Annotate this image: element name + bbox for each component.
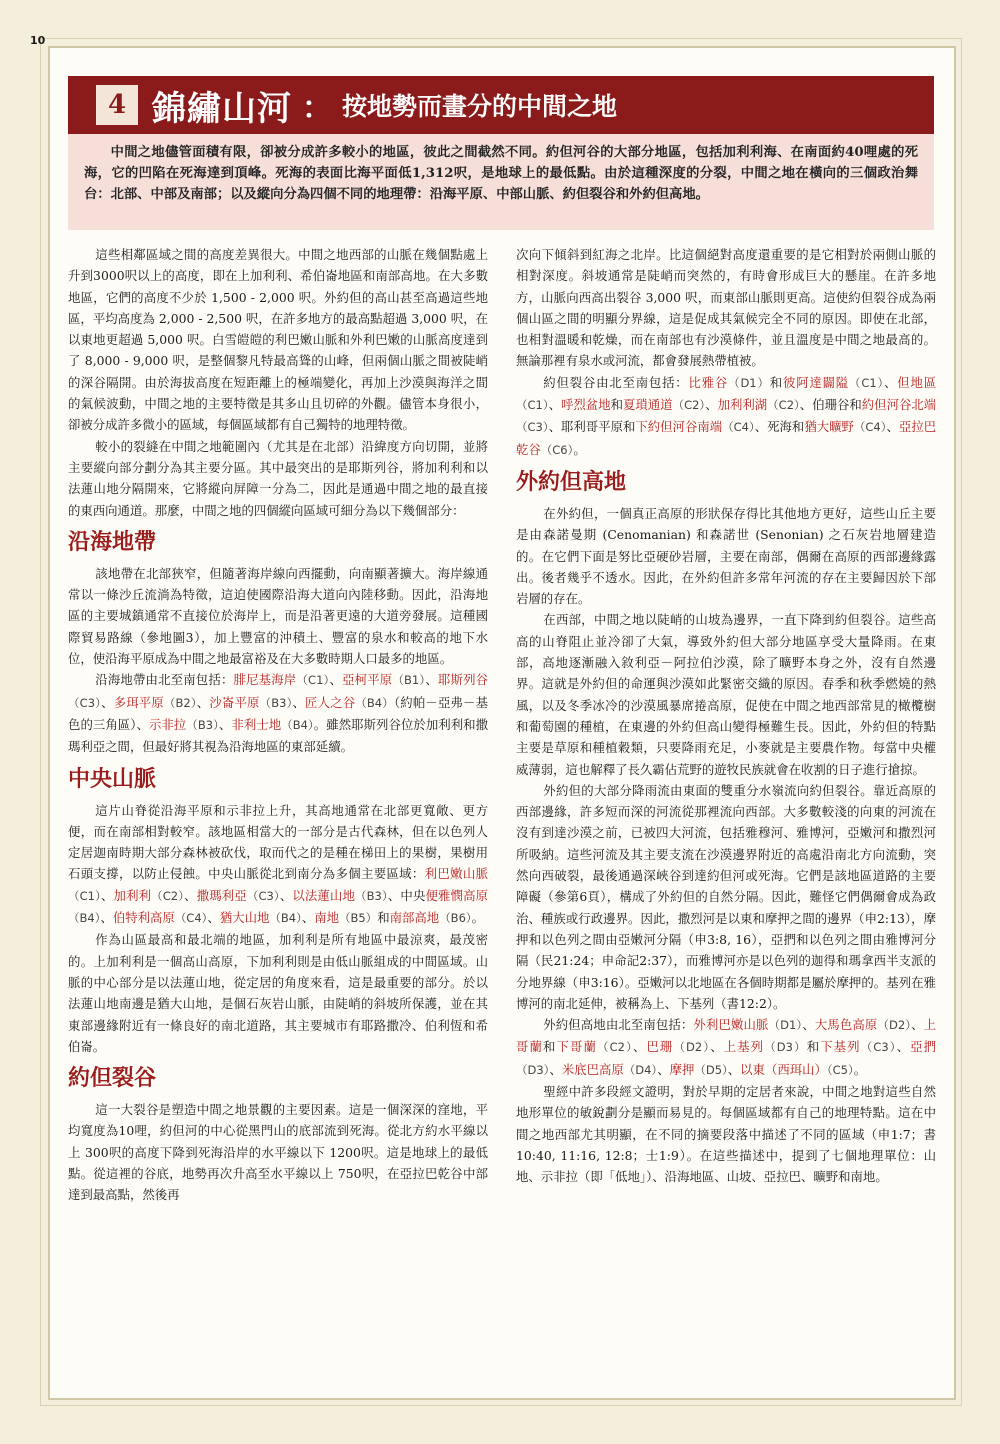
place-name: 亞拉巴乾谷 [516, 419, 937, 457]
place-name: 彼阿達闢隘 [782, 374, 850, 390]
place-name: 多珥平原 [113, 694, 164, 710]
place-name: 加利利湖 [717, 397, 768, 413]
place-name: 沙崙平原 [209, 694, 260, 710]
place-name: 亞捫 [910, 1039, 937, 1055]
place-name: 上基列 [723, 1039, 765, 1055]
place-name: 比雅谷 [688, 374, 729, 390]
section-heading-transjordan: 外約但高地 [516, 468, 627, 495]
place-name: 呼烈盆地 [561, 397, 611, 413]
place-name: 夏瑣通道 [623, 397, 673, 413]
paragraph: 次向下傾斜到紅海之北岸。比這個絕對高度還重要的是它相對於兩側山脈的相對深度。斜坡通常是陡峭而突然的，有時會形成巨大的懸崖。在許多地方，山脈向西高出裂谷 3,000 呎，而東部山脈則更高。這使約但裂谷成為兩個山區之間的明顯分界線，這是促成其氣候完全不同的原因。即使在北部，也相對溫暖和乾燥，而在南部也有沙漠條件，並且溫度是中間之地最高的。無論那裡有泉水或河流，都會發展熱帶植被。 [516, 247, 936, 369]
chapter-number: 4 [96, 85, 138, 125]
section-heading-central: 中央山脈 [68, 765, 157, 792]
paragraph: 較小的裂縫在中間之地範圍內（尤其是在北部）沿緯度方向切開，並將主要縱向部分劃分為其主要分區。其中最突出的是耶斯列谷，將加利利和以法蓮山地分隔開來，它將縱向屏障一分為二，因此是通過中間之地的最直接的東西向通道。那麼，中間之地的四個縱向區域可細分為以下幾個部分： [68, 438, 488, 518]
place-name: 以法蓮山地 [292, 887, 356, 903]
place-name: 下約但河谷南端 [635, 419, 723, 435]
place-name: 利巴嫩山脈 [424, 866, 489, 882]
left-column [68, 244, 488, 1206]
title-separator: ： [302, 91, 332, 126]
place-name: 腓尼基海岸 [233, 672, 297, 688]
place-name: 亞柯平原 [342, 672, 393, 688]
place-name: 非利士地 [231, 716, 282, 732]
section-heading-rift: 約但裂谷 [68, 1065, 157, 1092]
chapter-subtitle: 按地勢而畫分的中間之地 [342, 92, 618, 121]
intro-summary: 中間之地儘管面積有限，卻被分成許多較小的地區，彼此之間截然不同。約但河谷的大部分地區，包括加利利海、在南面約40哩處的死海，它的凹陷在死海達到頂峰。死海的表面比海平面低1,312呎，是地球上的最低點。由於這種深度的分裂，中間之地在橫向的三個政治舞台：北部、中部及南部；以及縱向分為四個不同的地理帶：沿海平原、中部山脈、約但裂谷和外約但高地。 [68, 134, 934, 230]
coast-list-paragraph: 沿海地帶由北至南包括：腓尼基海岸（C1）、亞柯平原（B1）、耶斯列谷（C3）、多珥平原（B2）、沙崙平原（B3）、匠人之谷（B4）（約帕－亞弗－基色的三角區）、示非拉（B3）、非利士地（B4）。雖然耶斯列谷位於加利利和撒瑪利亞之間，但最好將其視為沿海地區的東部延續。 [68, 672, 489, 755]
section-heading-coast: 沿海地帶 [68, 528, 157, 555]
transjordan-list-paragraph: 外約但高地由北至南包括：外利巴嫩山脈（D1）、大馬色高原（D2）、上哥蘭和下哥蘭（C2）、巴珊（D2）、上基列（D3）和下基列（C3）、亞捫（D3）、米底巴高原（D4）、摩押（D5）、以東（西珥山）（C5）。 [516, 1017, 937, 1077]
place-name: 摩押 [669, 1061, 695, 1077]
place-name: 加利利 [113, 887, 152, 903]
place-name: 下基列 [820, 1039, 861, 1055]
paragraph: 聖經中許多段經文證明，對於早期的定居者來說，中間之地對這些自然地形單位的敏銳劃分是顯而易見的。每個區域都有自己的地理特點。這在中間之地西部尤其明顯，在不同的摘要段落中描述了不同的區域（申1:7；書10:40, 11:16, 12:8；士1:9）。在這些描述中，提到了七個地理單位：山地、示非拉（即「低地」）、沿海地區、山坡、亞拉巴、曠野和南地。 [516, 1083, 936, 1185]
page-number: 10 [30, 34, 46, 47]
place-name: 以東（西珥山） [740, 1061, 827, 1077]
place-name: 伯特利高原 [112, 910, 175, 926]
paragraph: 這些相鄰區域之間的高度差異很大。中間之地西部的山脈在幾個點處上升到3000呎以上的高度，即在上加利利、希伯崙地區和南部高地。在大多數地區，它們的高度不少於 1,500 - 2,000 呎。外約但的高山甚至高過這些地區，平均高度為 2,000 - 2,500 呎，在許多地方的最高點超過 3,000 呎，在以東地更超過 5,000 呎。白雪皚皚的利巴嫩山脈和外利巴嫩的山脈高度達到了 8,000 - 9,000 呎，是整個黎凡特最高聳的山峰，但兩個山脈之間被陡峭的深谷隔開。由於海拔高度在短距離上的極端變化，再加上沙漠與海洋之間的氣候波動，中間之地的主要特徵是其多山且切碎的外觀。儘管本身很小，卻被分成許多微小的區域，每個區域都有自己獨特的地理特徵。 [68, 247, 488, 433]
paragraph: 在外約但，一個真正高原的形狀保存得比其他地方更好，這些山丘主要是由森諾曼期 (Cenomanian) 和森諾世 (Senonian) 之石灰岩地層建造的。在它們下面是努比亞硬砂岩層，主要在南部，偶爾在高原的西部邊緣露出。後者幾乎不透水。因此，在外約但許多常年河流的存在主要歸因於下部岩層的存在。 [516, 505, 936, 607]
place-name: 南部高地 [389, 910, 440, 926]
place-name: 便雅憫高原 [425, 887, 488, 903]
central-list-paragraph: 這片山脊從沿海平原和示非拉上升，其高地通常在北部更寬敞、更方便，而在南部相對較窄。該地區相當大的一部分是古代森林，但在以色列人定居迦南時期大部分森林被砍伐，取而代之的是種在梯田上的果樹，果樹用石頭支撐，以防止侵蝕。中央山脈從北到南分為多個主要區域：利巴嫩山脈（C1）、加利利（C2）、撒瑪利亞（C3）、以法蓮山地（B3）、中央便雅憫高原（B4）、伯特利高原（C4）、猶大山地（B4）、南地（B5）和南部高地（B6）。 [68, 802, 489, 926]
paragraph: 這一大裂谷是塑造中間之地景觀的主要因素。這是一個深深的窪地，平均寬度為10哩，約但河的中心從黑門山的底部流到死海。從北方約水平線以上 300呎的高度下降到死海沿岸的水平線以下 1200呎。這是地球上的最低點。從這裡的谷底，地勢再次升高至水平線以上 750呎，在亞拉巴乾谷中部達到最高點，然後再 [68, 1102, 488, 1203]
chapter-title: 錦繡山河 [152, 88, 292, 129]
paragraph: 作為山區最高和最北端的地區，加利利是所有地區中最涼爽，最茂密的。上加利利是一個高山高原，下加利利則是由低山脈組成的中間區域。山脈的中心部分是以法蓮山地，從定居的角度來看，這是最重要的部分。於以法蓮山地南邊是猶大山地，是個石灰岩山脈，由陡峭的斜坡所保護，並在其東部邊緣附近有一條良好的南北道路，其主要城市有耶路撒冷、伯利恆和希伯崙。 [68, 932, 488, 1054]
place-name: 撒瑪利亞 [196, 887, 247, 903]
place-name: 外利巴嫩山脈 [693, 1017, 769, 1033]
place-name: 大馬色高原 [814, 1017, 878, 1033]
place-name: 上哥蘭 [516, 1017, 937, 1055]
paragraph: 外約但的大部分降雨流由東面的雙重分水嶺流向約但裂谷。靠近高原的西部邊緣，許多短而深的河流從那裡流向西部。大多數較淺的向東的河流在沒有到達沙漠之前，已被四大河流，包括雅穆河、雅博河，亞嫩河和撒烈河所吸納。這些河流及其主要支流在沙漠邊界附近的高處沿南北方向流動，突然向西破裂，最後通過深峽谷到達約但河或死海。它們是該地區道路的主要障礙（參第6頁），構成了外約但的自然分隔。因此，難怪它們偶爾會成為政治、種族或行政邊界。因此，撒烈河是以東和摩押之間的邊界（申2:13），摩押和以色列之間由亞嫩河分隔（申3:8, 16），亞捫和以色列之間由雅博河分隔（民21:24；申命記2:37），而雅博河亦是以色列的迦得和瑪拿西半支派的分地界線（申3:16）。亞嫩河以北地區在各個時期都是屬於摩押的。基列在雅博河的南北延伸，被稱為上、下基列（書12:2）。 [516, 782, 936, 1011]
place-name: 但地區 [897, 374, 937, 390]
place-name: 約但河谷北端 [861, 397, 937, 413]
paragraph: 該地帶在北部狹窄，但隨著海岸線向西擺動，向南顯著擴大。海岸線通常以一條沙丘流淌為特徵，這迫使國際沿海大道向內陸移動。因此，沿海地區的主要城鎮通常不直接位於海岸上，而是沿著更遠的大道旁發展。這種國際貿易路線（參地圖3），加上豐富的沖積土、豐富的泉水和較高的地下水位，使沿海平原成為中間之地最富裕及在大多數時期人口最多的地區。 [68, 565, 488, 667]
rift-list-paragraph: 約但裂谷由北至南包括：比雅谷（D1）和彼阿達闢隘（C1）、但地區（C1）、呼烈盆地和夏瑣通道（C2）、加利利湖（C2）、伯珊谷和約但河谷北端（C3）、耶利哥平原和下約但河谷南端（C4）、死海和猶大曠野（C4）、亞拉巴乾谷（C6）。 [516, 374, 937, 457]
right-column [516, 244, 936, 1187]
chapter-title-bar [68, 76, 934, 134]
place-name: 猶大山地 [219, 910, 270, 926]
place-name: 耶斯列谷 [437, 672, 489, 688]
place-name: 南地 [314, 910, 340, 926]
paragraph: 在西部，中間之地以陡峭的山坡為邊界，一直下降到約但裂谷。這些高高的山脊阻止並冷卻了大氣，導致外約但大部分地區享受大量降雨。在東部，高地逐漸融入敘利亞－阿拉伯沙漠，除了曠野本身之外，沒有自然邊界。這就是外約但的命運與沙漠如此緊密交織的原因。春季和秋季燃燒的熱風，以及冬季冰冷的沙漠風暴席捲高原，促使在中間之地西部常見的橄欖樹和葡萄園的種植，在東邊的外約但高山變得極難生長。因此，外約但的特點主要是草原和種植穀類，只要降雨充足，小麥就是主要農作物。每當中央權威薄弱，這也解釋了長久霸佔荒野的遊牧民族就會在收割的日子進行搶掠。 [516, 612, 936, 777]
place-name: 巴珊 [646, 1039, 674, 1055]
place-name: 下哥蘭 [556, 1039, 597, 1055]
place-name: 米底巴高原 [561, 1061, 624, 1077]
place-name: 匠人之谷 [305, 694, 356, 710]
place-name: 示非拉 [148, 716, 187, 732]
place-name: 猶大曠野 [804, 419, 854, 435]
